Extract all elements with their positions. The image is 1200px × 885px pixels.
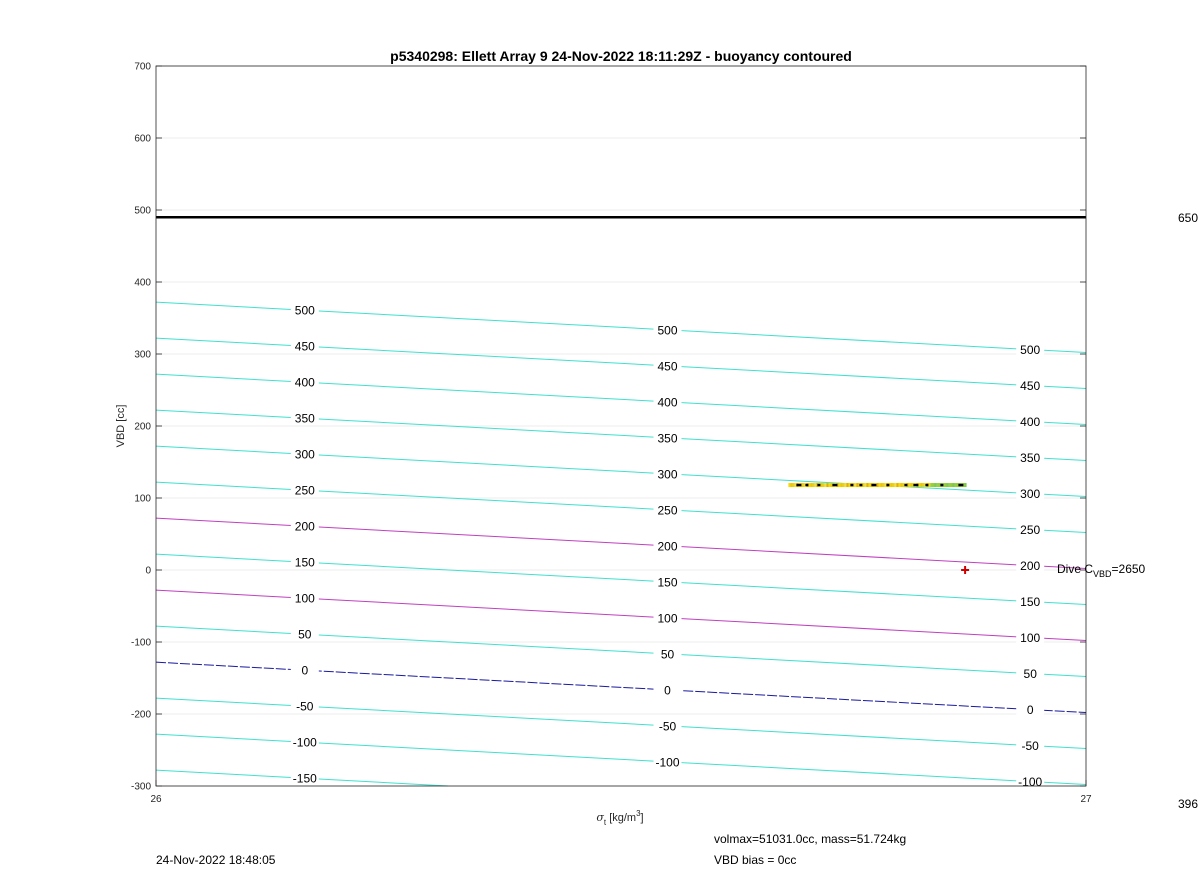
dive-point-dark xyxy=(832,484,837,486)
contour-label: -100 xyxy=(1018,775,1043,790)
x-axis-label-superscript: 3 xyxy=(636,809,641,818)
right-label-top: 650 xyxy=(1178,211,1199,225)
dive-point xyxy=(902,483,904,487)
dive-point xyxy=(820,483,822,487)
x-tick-label: 26 xyxy=(150,794,162,805)
contour-label: -100 xyxy=(655,755,680,770)
contour-label: -50 xyxy=(1021,739,1039,754)
dive-point xyxy=(908,483,910,487)
dive-point xyxy=(900,483,902,487)
y-tick-label: 700 xyxy=(134,61,151,73)
dive-point-dark xyxy=(925,484,928,486)
contour-label: 500 xyxy=(657,323,678,338)
dive-point-dark xyxy=(850,484,853,486)
dive-point-dark xyxy=(871,484,876,486)
contour-label: 50 xyxy=(298,627,312,642)
contour-label: 300 xyxy=(657,467,678,482)
contour-label: 0 xyxy=(301,663,309,678)
x-axis-label-symbol: σ xyxy=(596,811,604,824)
dive-point xyxy=(948,483,950,487)
x-axis-label-subscript: t xyxy=(603,818,607,827)
dive-point xyxy=(802,483,804,487)
dive-point xyxy=(866,483,868,487)
dive-point xyxy=(928,483,930,487)
contour-label: 400 xyxy=(1020,415,1041,430)
chart-title: p5340298: Ellett Array 9 24-Nov-2022 18:11:29Z - buoyancy contoured xyxy=(390,48,852,64)
dive-point xyxy=(814,483,816,487)
contour-label: -100 xyxy=(292,735,317,750)
dive-point xyxy=(822,483,824,487)
dive-point xyxy=(812,483,814,487)
contour-label: 350 xyxy=(1020,451,1041,466)
y-tick-label: 0 xyxy=(145,565,151,577)
dive-point-dark xyxy=(805,484,808,486)
dive-point xyxy=(876,483,878,487)
dive-point-dark xyxy=(958,484,963,486)
contour-label: 500 xyxy=(1020,343,1041,358)
contour-label: 150 xyxy=(1020,595,1041,610)
dive-point xyxy=(868,483,870,487)
dive-point xyxy=(830,483,832,487)
contour-label: -50 xyxy=(658,719,677,734)
dive-point xyxy=(840,483,842,487)
right-label-bottom: 396 xyxy=(1178,797,1199,811)
dive-point xyxy=(794,483,796,487)
contour-label: 250 xyxy=(294,483,315,498)
dive-point xyxy=(946,483,948,487)
contour-label: 100 xyxy=(657,611,678,626)
dive-point xyxy=(894,483,896,487)
contour-label: 250 xyxy=(1020,523,1041,538)
dive-point xyxy=(892,483,894,487)
x-axis-label-unit: [kg/m xyxy=(606,812,637,824)
dive-cvbd-prefix: Dive C xyxy=(1057,562,1094,576)
y-tick-label: -200 xyxy=(130,709,151,721)
dive-point-dark xyxy=(940,484,943,486)
dive-point xyxy=(930,483,932,487)
dive-point xyxy=(824,483,826,487)
dive-cvbd-value: =2650 xyxy=(1111,562,1146,576)
dive-point-dark xyxy=(796,484,801,486)
dive-point xyxy=(936,483,938,487)
contour-label: 300 xyxy=(1020,487,1041,502)
dive-data-points xyxy=(788,483,966,487)
contour-label: 300 xyxy=(294,447,315,462)
dive-point xyxy=(848,483,850,487)
dive-point xyxy=(918,483,920,487)
dive-point xyxy=(838,483,840,487)
dive-point xyxy=(790,483,792,487)
contour-label: 100 xyxy=(294,591,315,606)
contour-label: 0 xyxy=(664,683,671,698)
contour-label: 250 xyxy=(657,503,678,518)
dive-point xyxy=(896,483,898,487)
dive-point xyxy=(938,483,940,487)
dive-point xyxy=(878,483,880,487)
dive-point xyxy=(952,483,954,487)
dive-point xyxy=(810,483,812,487)
contour-label: 150 xyxy=(657,575,678,590)
dive-point xyxy=(920,483,922,487)
dive-point xyxy=(842,483,844,487)
contour-label: 450 xyxy=(1020,379,1041,394)
y-tick-label: 400 xyxy=(134,277,151,289)
dive-point xyxy=(808,483,810,487)
dive-point xyxy=(950,483,952,487)
dive-point-dark xyxy=(904,484,907,486)
contour-label: -50 xyxy=(296,699,314,714)
dive-point-dark xyxy=(859,484,862,486)
contour-label: 0 xyxy=(1026,703,1034,718)
contour-label: 450 xyxy=(294,339,315,354)
y-tick-label: 200 xyxy=(134,421,151,433)
dive-point xyxy=(964,483,966,487)
dive-point xyxy=(826,483,828,487)
contour-label: 50 xyxy=(660,647,675,662)
dive-point xyxy=(844,483,846,487)
dive-point-dark xyxy=(817,484,820,486)
dive-point-dark xyxy=(913,484,918,486)
dive-point xyxy=(934,483,936,487)
y-tick-label: 300 xyxy=(134,349,151,361)
dive-point xyxy=(944,483,946,487)
dive-point xyxy=(954,483,956,487)
x-axis-label xyxy=(596,809,643,827)
dive-point xyxy=(846,483,848,487)
footer-timestamp: 24-Nov-2022 18:48:05 xyxy=(156,853,276,867)
contour-label: 350 xyxy=(657,431,678,446)
y-tick-label: 100 xyxy=(134,493,151,505)
dive-point xyxy=(932,483,934,487)
dive-point xyxy=(788,483,790,487)
contour-label: 150 xyxy=(294,555,315,570)
footer-vbd-bias: VBD bias = 0cc xyxy=(714,853,797,867)
dive-point xyxy=(890,483,892,487)
y-tick-label: -100 xyxy=(130,637,151,649)
contour-label: 450 xyxy=(657,359,678,374)
dive-point xyxy=(854,483,856,487)
contour-label: 200 xyxy=(657,539,678,554)
contour-label: 350 xyxy=(294,411,315,426)
dive-point xyxy=(898,483,900,487)
contour-label: 200 xyxy=(294,519,315,534)
contour-label: 100 xyxy=(1020,631,1041,646)
y-axis-label: VBD [cc] xyxy=(115,404,127,448)
dive-point xyxy=(884,483,886,487)
dive-point-dark xyxy=(886,484,889,486)
dive-point xyxy=(828,483,830,487)
contour-label: 50 xyxy=(1023,667,1037,682)
contour-label: 200 xyxy=(1020,559,1041,574)
dive-point xyxy=(862,483,864,487)
dive-cvbd-subscript: VBD xyxy=(1093,569,1112,579)
y-tick-label: 500 xyxy=(134,205,151,217)
dive-point xyxy=(880,483,882,487)
y-tick-label: -300 xyxy=(130,781,151,793)
dive-point xyxy=(792,483,794,487)
y-tick-label: 600 xyxy=(134,133,151,145)
x-axis-label-close: ] xyxy=(640,812,644,824)
dive-point xyxy=(864,483,866,487)
dive-point xyxy=(910,483,912,487)
x-tick-label: 27 xyxy=(1080,794,1092,805)
contour-label: -150 xyxy=(292,771,317,786)
dive-point xyxy=(922,483,924,487)
dive-point xyxy=(856,483,858,487)
contour-label: 500 xyxy=(294,303,315,318)
dive-point xyxy=(882,483,884,487)
contour-label: 400 xyxy=(294,375,315,390)
footer-volmax: volmax=51031.0cc, mass=51.724kg xyxy=(714,832,907,846)
dive-point xyxy=(956,483,958,487)
contour-label: 400 xyxy=(657,395,678,410)
